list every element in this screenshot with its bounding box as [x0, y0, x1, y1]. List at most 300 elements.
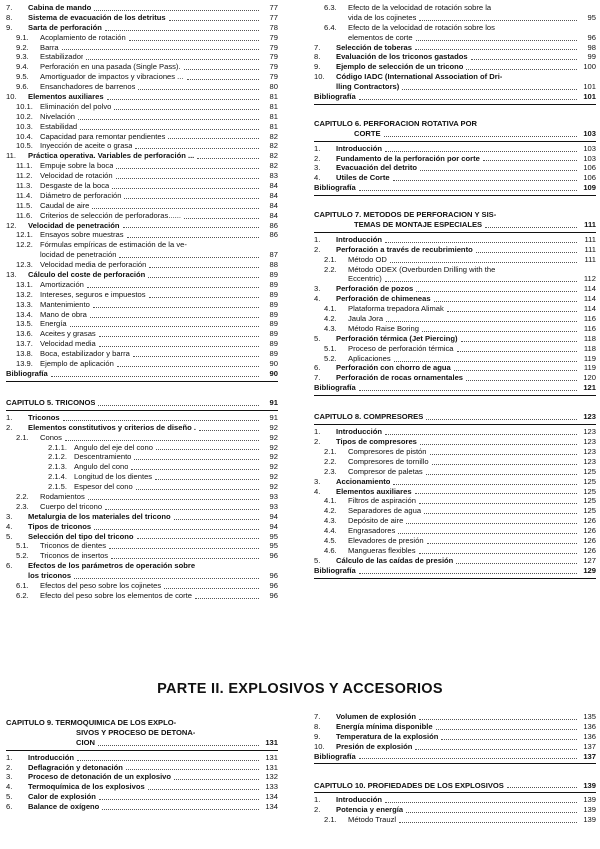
entry-title: Sarta de perforación [28, 22, 102, 32]
entry-number: 4. [314, 486, 321, 496]
entry-number: 12.2. [16, 240, 33, 250]
entry-number: 9.1. [16, 32, 29, 42]
entry-number: 4.2. [324, 314, 337, 324]
leader-dots [359, 573, 577, 574]
page-number: 111 [584, 254, 596, 264]
leader-dots [187, 79, 259, 80]
toc-entry [6, 782, 278, 792]
entry-title: Perforación de chimeneas [336, 294, 431, 304]
page-number: 125 [583, 476, 596, 486]
chapter-title: CAPITULO 5. TRICONOS [6, 397, 96, 407]
entry-number: 2.1.5. [48, 482, 67, 492]
leader-dots [105, 509, 259, 510]
page-number: 89 [269, 319, 278, 329]
entry-number: 10.5. [16, 141, 33, 151]
entry-number: 2.1.2. [48, 452, 67, 462]
page-number: 114 [583, 294, 596, 304]
entry-title: Proceso de perforación térmica [348, 343, 454, 353]
entry-number: 10. [6, 92, 17, 101]
toc-entry [6, 260, 278, 270]
leader-dots [131, 469, 259, 470]
toc-entry [314, 364, 596, 374]
page-number: 123 [583, 412, 596, 422]
leader-dots [406, 523, 577, 524]
page-number: 89 [269, 270, 278, 280]
entry-title: Bibliografía [314, 565, 356, 575]
entry-title: Compresor de paletas [348, 466, 423, 476]
page-number: 96 [269, 580, 278, 590]
entry-number: 11.3. [16, 181, 33, 191]
page-number: 137 [583, 751, 596, 761]
toc-entry [6, 443, 278, 453]
toc-entry [6, 792, 278, 802]
leader-dots [441, 739, 577, 740]
page-number: 77 [269, 3, 278, 12]
leader-dots [98, 745, 259, 746]
entry-number: 2.1. [16, 432, 29, 442]
page-number: 131 [265, 737, 278, 747]
toc-entry [314, 265, 596, 275]
chapter-heading [314, 410, 596, 422]
toc-entry [6, 423, 278, 433]
leader-dots [149, 297, 259, 298]
entry-title: Perforación de pozos [336, 284, 414, 294]
entry-title: Criterios de selección de perforadoras...... [40, 210, 181, 220]
leader-dots [90, 317, 259, 318]
leader-dots [156, 449, 259, 450]
toc-entry [6, 512, 278, 522]
page-number: 89 [269, 279, 278, 289]
chapter-title-line [314, 220, 596, 230]
entry-title: Método ODEX (Overburden Drilling with the [348, 264, 496, 274]
entry-number: 2. [6, 422, 13, 432]
leader-dots [123, 227, 259, 228]
entry-title: Energía mínima disponible [336, 721, 433, 731]
toc-entry [6, 502, 278, 512]
leader-dots [390, 262, 577, 263]
leader-dots [385, 802, 577, 803]
entry-number: 3. [6, 511, 13, 521]
leader-dots [168, 138, 259, 139]
toc-entry [314, 477, 596, 487]
entry-title: Perforación térmica (Jet Piercing) [336, 333, 458, 343]
toc-entry [314, 516, 596, 526]
page-number: 119 [583, 363, 596, 373]
entry-number: 4. [6, 521, 13, 531]
entry-title: Fórmulas empíricas de estimación de la ve- [40, 240, 187, 250]
page-number: 92 [269, 462, 278, 472]
toc-entry [314, 795, 596, 805]
toc-entry [314, 314, 596, 324]
entry-title: Boca, estabilizador y barra [40, 349, 130, 359]
entry-title: Velocidad de rotación [40, 171, 113, 181]
chapter-heading [314, 119, 596, 139]
entry-title: Angulo del eje del cono [74, 442, 153, 452]
separator-line [314, 232, 596, 233]
entry-title: Nivelación [40, 111, 76, 121]
entry-number: 6.4. [324, 22, 337, 32]
entry-number: 12.3. [16, 260, 33, 270]
toc-entry [314, 304, 596, 314]
entry-number: 10.1. [16, 101, 33, 111]
toc-entry [6, 472, 278, 482]
page-number: 103 [583, 153, 596, 163]
leader-dots [133, 356, 259, 357]
entry-number: 11.6. [16, 210, 33, 220]
leader-dots [426, 419, 577, 420]
toc-entry [6, 433, 278, 443]
entry-number: 4.3. [324, 323, 337, 333]
toc-entry [6, 320, 278, 330]
entry-number: 7. [314, 373, 321, 383]
leader-dots [78, 119, 259, 120]
leader-dots [359, 190, 577, 191]
toc-entry [6, 122, 278, 132]
entry-number: 4. [314, 294, 321, 304]
leader-dots [149, 267, 259, 268]
toc-entry [314, 52, 596, 62]
leader-dots [385, 242, 577, 243]
toc-entry [314, 815, 596, 825]
toc-entry [314, 284, 596, 294]
leader-dots [385, 434, 577, 435]
entry-number: 11. [6, 151, 16, 161]
entry-title: Efectos del peso sobre los cojinetes [40, 580, 162, 590]
page-number: 86 [269, 230, 278, 240]
entry-number: 1. [314, 234, 321, 244]
chapter-title: CAPITULO 9. TERMOQUIMICA DE LOS EXPLO- [6, 718, 177, 727]
page-number: 95 [269, 541, 278, 551]
leader-dots [114, 109, 259, 110]
leader-dots [419, 503, 577, 504]
page-number: 131 [265, 762, 278, 772]
leader-dots [399, 822, 577, 823]
entry-number: 7. [6, 3, 13, 12]
entry-number: 5. [6, 531, 13, 541]
chapter-title: CAPITULO 6. PERFORACION ROTATIVA POR [314, 118, 477, 128]
toc-bibliography [314, 566, 596, 576]
page-number: 79 [269, 42, 278, 52]
page-number: 111 [584, 220, 596, 230]
leader-dots [427, 543, 577, 544]
part-title: PARTE II. EXPLOSIVOS Y ACCESORIOS [157, 681, 443, 697]
entry-number: 5. [314, 333, 321, 343]
toc-entry [314, 235, 596, 245]
toc-left-column [6, 3, 278, 601]
entry-number: 3. [314, 284, 321, 294]
chapter-title: CAPITULO 10. PROFIEDADES DE LOS EXPLOSIVOS [314, 780, 504, 790]
entry-title: Angulo del cono [74, 462, 129, 472]
entry-title: Práctica operativa. Variables de perforación ... [28, 151, 195, 161]
toc-entry [6, 772, 278, 782]
entry-number: 1. [314, 143, 321, 153]
entry-title: Filtros de aspiración [348, 496, 416, 506]
entry-title: Elementos auxiliares [28, 92, 104, 101]
entry-number: 4.2. [324, 506, 337, 516]
leader-dots [419, 719, 577, 720]
toc-entry [6, 753, 278, 763]
entry-title: Perforación en una pasada (Single Pass). [40, 62, 181, 72]
leader-dots [359, 99, 577, 100]
toc-entry [6, 532, 278, 542]
leader-dots [394, 361, 577, 362]
entry-number: 1. [314, 795, 321, 805]
toc-bibliography [6, 369, 278, 379]
entry-number: 8. [6, 12, 13, 22]
entry-title: Caudal de aire [40, 200, 90, 210]
entry-title: Eccentric) [348, 274, 382, 284]
toc-entry [6, 3, 278, 13]
page-number: 86 [269, 220, 278, 230]
toc-entry [314, 344, 596, 354]
entry-title: Energía [40, 319, 67, 329]
leader-dots [93, 307, 259, 308]
entry-title: Engrasadores [348, 526, 396, 536]
toc-entry [6, 240, 278, 250]
page-number: 94 [269, 511, 278, 521]
toc-entry [314, 334, 596, 344]
entry-number: 2.1.3. [48, 462, 67, 472]
section-gap [314, 107, 596, 113]
leader-dots [184, 218, 259, 219]
entry-number: 2.3. [16, 501, 29, 511]
entry-number: 5. [6, 792, 13, 802]
entry-number: 11.2. [16, 171, 33, 181]
leader-dots [102, 809, 259, 810]
entry-number: 2.1.4. [48, 472, 67, 482]
entry-title: Amortización [40, 279, 84, 289]
entry-number: 2. [6, 762, 13, 772]
leader-dots [99, 346, 259, 347]
toc-entry [6, 462, 278, 472]
page-number: 111 [584, 244, 596, 254]
toc-bibliography [314, 752, 596, 762]
page-number: 79 [269, 62, 278, 72]
entry-title: Potencia y energía [336, 805, 404, 815]
entry-number: 11.1. [16, 161, 33, 171]
chapter-title-line [314, 129, 596, 139]
leader-dots [471, 59, 577, 60]
toc-entry [6, 482, 278, 492]
leader-dots [416, 40, 577, 41]
leader-dots [134, 459, 259, 460]
entry-title: Cuerpo del tricono [40, 501, 103, 511]
entry-number: 6.3. [324, 3, 337, 12]
entry-number: 5.2. [324, 353, 337, 363]
toc-entry [6, 591, 278, 601]
leader-dots [385, 281, 577, 282]
toc-entry [6, 571, 278, 581]
page-number: 81 [269, 121, 278, 131]
leader-dots [112, 188, 259, 189]
toc-entry [6, 92, 278, 102]
page-number: 84 [269, 210, 278, 220]
entry-title: Acoplamiento de rotación [40, 32, 126, 42]
entry-number: 2. [314, 153, 321, 163]
entry-title: Espesor del cono [74, 482, 133, 492]
entry-title: Introducción [336, 795, 382, 805]
page-number: 89 [269, 299, 278, 309]
page-number: 119 [583, 353, 596, 363]
page-number: 123 [583, 437, 596, 447]
entry-number: 2.1.1. [48, 442, 67, 452]
leader-dots [135, 148, 259, 149]
separator-line [6, 381, 278, 382]
entry-number: 8. [314, 52, 321, 62]
page-number: 132 [265, 772, 278, 782]
page-number: 79 [269, 52, 278, 62]
entry-number: 10. [314, 72, 325, 82]
page-number: 126 [583, 516, 596, 526]
toc-entry [314, 82, 596, 92]
leader-dots [447, 311, 577, 312]
page-number: 95 [269, 531, 278, 541]
entry-title: Efecto del peso sobre los elementos de corte [40, 590, 192, 600]
leader-dots [434, 301, 577, 302]
chapter-title: CION [76, 737, 95, 747]
section-gap [314, 198, 596, 204]
toc-entry [6, 102, 278, 112]
page-number: 81 [269, 111, 278, 121]
entry-title: Velocidad media de perforación [40, 260, 147, 270]
page-number: 133 [265, 782, 278, 792]
toc-entry [6, 221, 278, 231]
page-number: 103 [583, 128, 596, 138]
entry-number: 1. [314, 427, 321, 437]
page-number: 91 [269, 412, 278, 422]
entry-number: 5.1. [16, 541, 29, 551]
leader-dots [415, 49, 577, 50]
entry-number: 3. [314, 163, 321, 173]
leader-dots [126, 769, 259, 770]
entry-title: Bibliografía [314, 751, 356, 761]
leader-dots [507, 787, 577, 788]
leader-dots [422, 331, 577, 332]
entry-title: Barra [40, 42, 59, 52]
leader-dots [99, 336, 259, 337]
entry-title: Ensayos sobre muestras [40, 230, 124, 240]
chapter-heading [6, 396, 278, 408]
entry-number: 13.6. [16, 329, 33, 339]
leader-dots [116, 168, 259, 169]
entry-title: Velocidad de penetración [28, 220, 120, 230]
entry-title: elementos de corte [348, 32, 413, 42]
toc-entry [314, 732, 596, 742]
leader-dots [148, 789, 259, 790]
separator-line [6, 750, 278, 751]
entry-title: Depósito de aire [348, 516, 404, 526]
entry-title: locidad de penetración [40, 250, 117, 260]
toc-entry [314, 173, 596, 183]
page-number: 96 [269, 590, 278, 600]
entry-title: Aceites y grasas [40, 329, 96, 339]
entry-title: Temperatura de la explosión [336, 731, 439, 741]
separator-line [314, 763, 596, 764]
entry-number: 2.1. [324, 815, 337, 825]
leader-dots [63, 420, 259, 421]
page-number: 137 [583, 741, 596, 751]
entry-title: Efecto de la velocidad de rotación sobre los [348, 22, 495, 32]
entry-number: 10.4. [16, 131, 33, 141]
page-number: 103 [583, 143, 596, 153]
toc-entry [314, 437, 596, 447]
leader-dots [155, 479, 259, 480]
page-number: 84 [269, 181, 278, 191]
entry-title: Selección del tipo del tricono [28, 531, 134, 541]
toc-entry [314, 23, 596, 33]
entry-title: Proceso de detonación de un explosivo [28, 772, 172, 782]
entry-title: Estabilizador [40, 52, 84, 62]
page-number: 129 [583, 565, 596, 575]
entry-number: 8. [314, 721, 321, 731]
page-number: 131 [265, 752, 278, 762]
entry-number: 2.1. [324, 446, 337, 456]
page-number: 92 [269, 432, 278, 442]
entry-title: Utiles de Corte [336, 173, 390, 183]
page-number: 95 [587, 12, 596, 22]
entry-number: 13.4. [16, 309, 33, 319]
page-number: 92 [269, 442, 278, 452]
entry-number: 7. [314, 42, 321, 52]
chapter-heading [314, 210, 596, 230]
page-number: 78 [269, 22, 278, 32]
entry-title: Deflagración y detonación [28, 762, 123, 772]
entry-number: 6. [314, 363, 321, 373]
separator-line [314, 195, 596, 196]
toc-entry [314, 427, 596, 437]
entry-number: 5.1. [324, 343, 337, 353]
leader-dots [386, 321, 577, 322]
entry-title: Perforación con chorro de agua [336, 363, 451, 373]
toc-entry [6, 581, 278, 591]
entry-title: Método Trauzl [348, 815, 397, 825]
toc-entry [6, 13, 278, 23]
entry-title: Mantenimiento [40, 299, 90, 309]
page-number: 126 [583, 535, 596, 545]
toc-entry [6, 23, 278, 33]
page-number: 89 [269, 339, 278, 349]
entry-title: Método Raise Boring [348, 323, 419, 333]
chapter-title: CAPITULO 8. COMPRESORES [314, 412, 424, 422]
page-number: 109 [583, 183, 596, 193]
leader-dots [77, 760, 259, 761]
toc-entry [314, 526, 596, 536]
entry-number: 13. [6, 270, 17, 280]
entry-title: Fundamento de la perforación por corte [336, 153, 480, 163]
leader-dots [74, 578, 259, 579]
page-number: 114 [583, 284, 596, 294]
entry-title: lling Contractors) [336, 82, 400, 92]
entry-number: 2. [314, 437, 321, 447]
entry-title: Separadores de agua [348, 506, 422, 516]
toc-entry [314, 294, 596, 304]
entry-title: Estabilidad [40, 121, 78, 131]
page-number: 82 [269, 161, 278, 171]
toc-entry [6, 452, 278, 462]
leader-dots [86, 59, 259, 60]
entry-title: Accionamiento [336, 476, 391, 486]
toc-entry [6, 310, 278, 320]
page-number: 96 [269, 551, 278, 561]
entry-title: Evaluación de los triconos gastados [336, 52, 468, 62]
toc-entry [6, 270, 278, 280]
leader-dots [426, 474, 577, 475]
leader-dots [136, 489, 259, 490]
page-number: 82 [269, 131, 278, 141]
leader-dots [415, 493, 577, 494]
leader-dots [62, 49, 259, 50]
toc-entry [6, 413, 278, 423]
